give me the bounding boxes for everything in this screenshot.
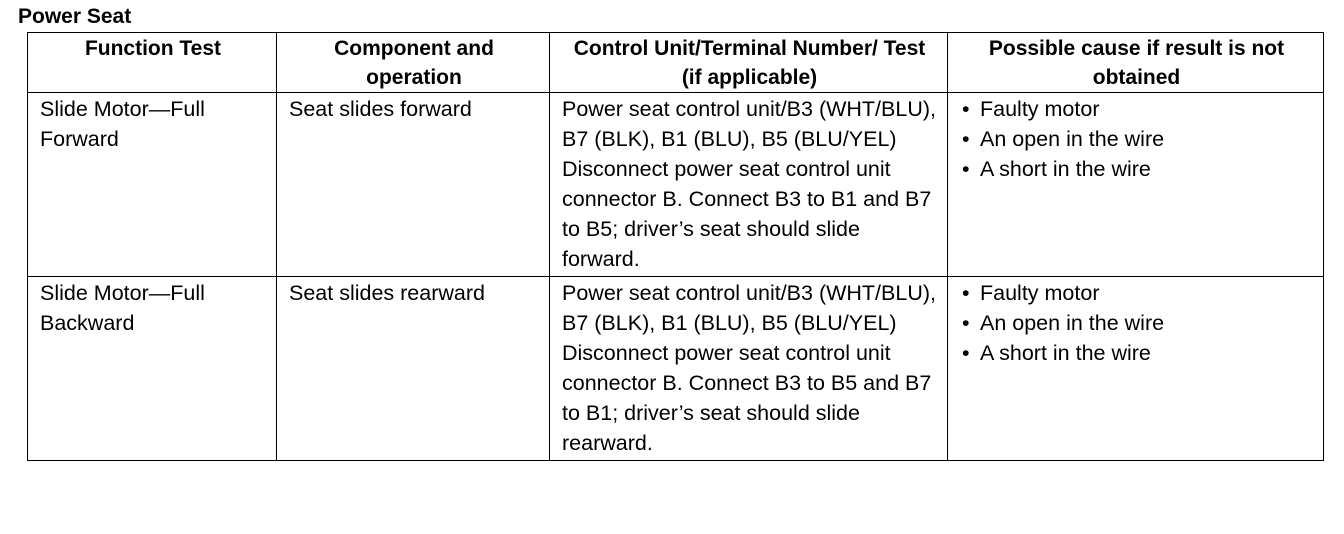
component-cell: Seat slides rearward [277, 277, 550, 461]
header-function-test: Function Test [28, 33, 277, 93]
cause-item: • An open in the wire [960, 124, 1313, 154]
component-cell: Seat slides forward [277, 93, 550, 277]
table-row [28, 277, 1324, 461]
header-row [28, 33, 1324, 93]
cause-item: • An open in the wire [960, 308, 1313, 338]
power-seat-table [27, 32, 1324, 461]
table-row [28, 93, 1324, 277]
header-possible-cause: Possible cause if result is not obtained [948, 33, 1324, 93]
possible-cause-cell [948, 277, 1324, 461]
cause-item: • A short in the wire [960, 338, 1313, 368]
function-test-cell: Slide Motor—Full Backward [28, 277, 277, 461]
possible-cause-cell [948, 93, 1324, 277]
control-unit-cell [550, 277, 948, 461]
cause-item: • Faulty motor [960, 278, 1313, 308]
test-text: Disconnect power seat control unit connector B. Connect B3 to B5 and B7 to B1; driver’s seat should slide rearward. [562, 341, 932, 455]
terminal-text: Power seat control unit/B3 (WHT/BLU), B7 (BLK), B1 (BLU), B5 (BLU/YEL) [562, 281, 936, 335]
header-component: Component and operation [277, 33, 550, 93]
function-test-cell: Slide Motor—Full Forward [28, 93, 277, 277]
header-control-unit: Control Unit/Terminal Number/ Test (if applicable) [550, 33, 948, 93]
control-unit-cell [550, 93, 948, 277]
document-title: Power Seat [18, 5, 132, 28]
cause-list [960, 94, 1313, 184]
cause-item: • A short in the wire [960, 154, 1313, 184]
test-text: Disconnect power seat control unit connector B. Connect B3 to B1 and B7 to B5; driver’s seat should slide forward. [562, 157, 932, 271]
cause-item: • Faulty motor [960, 94, 1313, 124]
cause-list [960, 278, 1313, 368]
terminal-text: Power seat control unit/B3 (WHT/BLU), B7 (BLK), B1 (BLU), B5 (BLU/YEL) [562, 97, 936, 151]
